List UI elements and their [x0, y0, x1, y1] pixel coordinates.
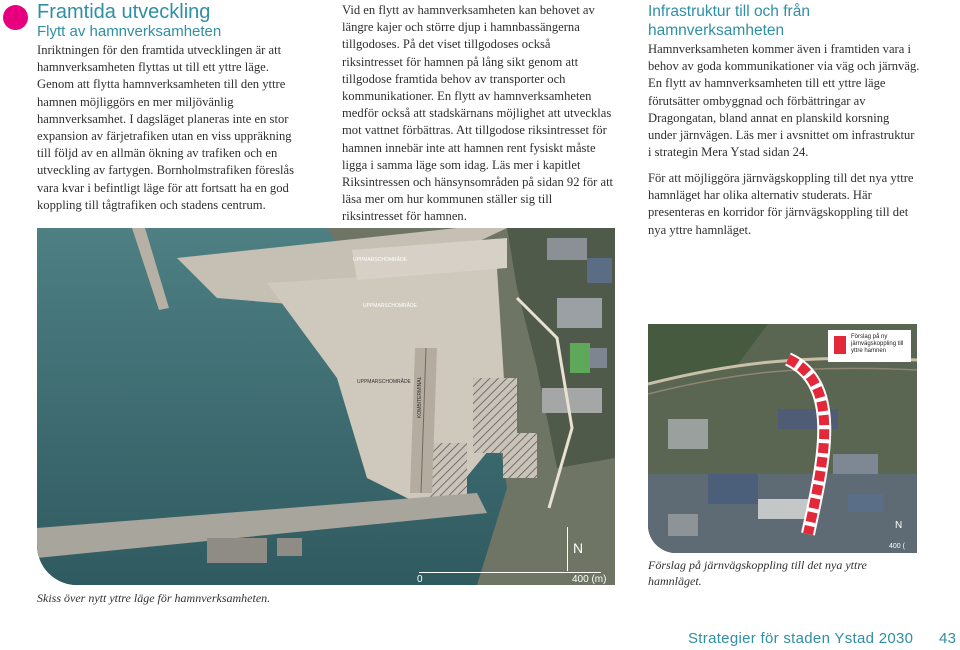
staging-area-label-2: UPPMARSCHOMRÅDE — [363, 303, 417, 309]
harbour-map-caption: Skiss över nytt yttre läge för hamnverksamheten. — [37, 591, 271, 605]
left-paragraph: Inriktningen för den framtida utvecklingen är att hamnverksamheten flyttas ut till ett yttre läge. Genom att flytta hamnverksamheten till den yttre hamnen möjliggörs en mer miljövänlig hamnverksamhet. I dagsläget planeras inte en stor expansion av färjetrafiken utan en viss uppräkning till följd av en allmän ökning av trafiken och en utveckling av fartygen. Bornholmstrafiken föreslås vara kvar i befintligt läge för att fortsatt ha en god koppling till tågtrafiken och stadens centrum. — [37, 43, 295, 212]
infrastructure-paragraph-2: För att möjliggöra järnvägskoppling till det nya yttre hamnläget har olika alternativ studerats. Här presenteras en korridor för järnvägskoppling till det nya yttre hamnläget. — [648, 171, 914, 237]
north-arrow-label: N — [573, 540, 584, 556]
footer-title: Strategier för staden Ystad 2030 — [688, 630, 914, 647]
rail-connection-map — [648, 324, 917, 553]
harbour-sketch-map — [37, 228, 615, 585]
staging-area-label-3: UPPMARSCHOMRÅDE — [357, 379, 411, 385]
scale-end-label: 400 (m) — [572, 574, 607, 585]
middle-paragraph: Vid en flytt av hamnverksamheten kan behovet av längre kajer och större djup i hamnbassängerna tillgodoses. På det viset tillgodoses också riksintresset för hamnen på lång sikt genom att tillgodose framtida behov av transporter och kommunikationer. En flytt av hamnverksamheten medför också att stadskärnans möjlighet att utvecklas mot vattnet förbättras. Att tillgodose riksintresset för hamnen innebär inte att hamnen rent fysiskt måste ligga i samma läge som idag. Läs mer i kapitlet Riksintressen och hänsynsområden på sidan 92 för att läsa mer om hur kommunen ställer sig till riksintresset för hamnen. — [342, 3, 614, 224]
north-arrow-icon — [567, 527, 568, 571]
rail-map-caption: Förslag på järnvägskoppling till det nya yttre hamnläget. — [648, 558, 867, 588]
section-marker-dot — [3, 5, 28, 30]
page-number: 43 — [939, 630, 957, 647]
scale-bar — [419, 572, 601, 573]
infrastructure-title: Infrastruktur till och från hamnverksamheten — [648, 3, 810, 39]
rail-north-label: N — [895, 520, 903, 531]
scale-start-label: 0 — [417, 574, 423, 585]
section-title: Framtida utveckling — [37, 1, 211, 23]
rail-legend-text: Förslag på ny järnvägskoppling till yttre hamnen — [851, 334, 904, 354]
section-subtitle: Flytt av hamnverksamheten — [37, 23, 222, 40]
rail-scale-label: 400 ( — [889, 543, 905, 550]
terminal-label: KOMBITERMINAL — [417, 376, 423, 418]
infrastructure-paragraph-1: Hamnverksamheten kommer även i framtiden vara i behov av goda kommunikationer via väg och järnväg. En flytt av hamnverksamheten till ett yttre läge förutsätter ombyggnad och förbättringar av Dragongatan, bland annat en planskild korsning under järnvägen. Läs mer i avsnittet om infrastruktur i strategin Mera Ystad sidan 24. — [648, 42, 920, 160]
staging-area-label-1: UPPMARSCHOMRÅDE — [353, 257, 407, 263]
